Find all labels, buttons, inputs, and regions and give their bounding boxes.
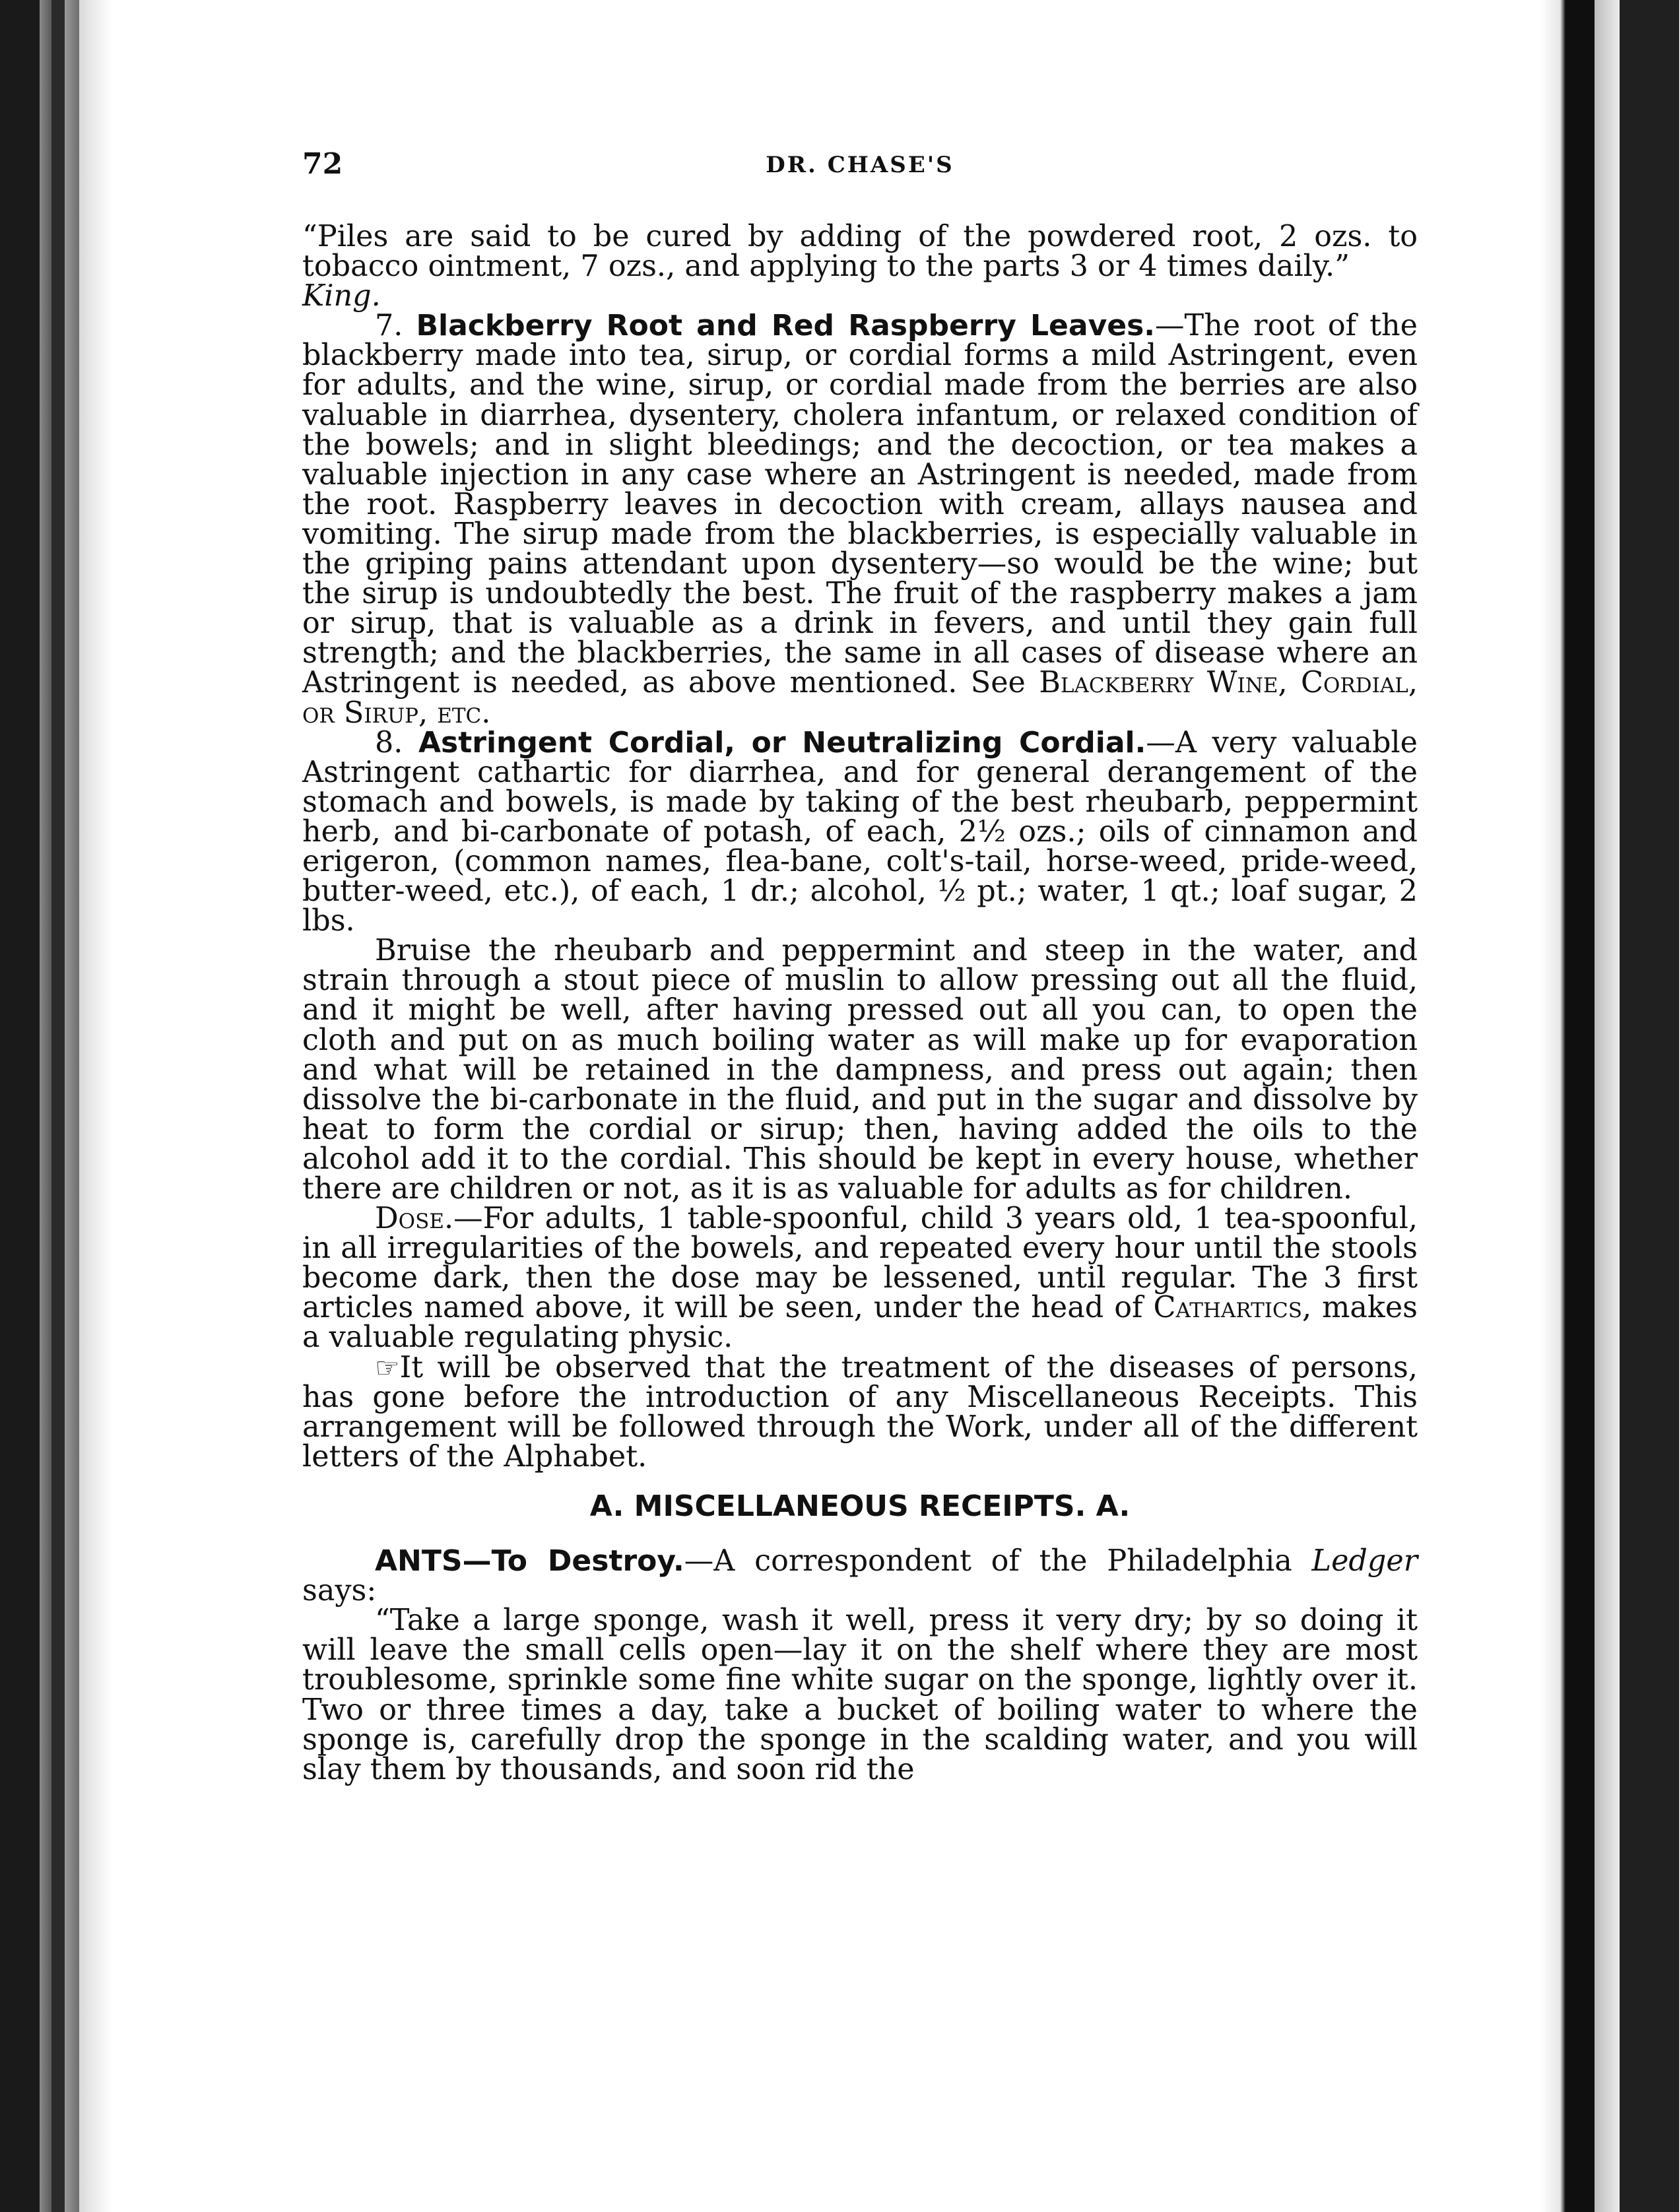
dose-label: Dose. bbox=[375, 1202, 454, 1236]
paragraph-blackberry-root bbox=[302, 309, 1418, 730]
dose-tail: , makes a valuable regulating physic. bbox=[302, 1291, 1418, 1355]
ledger-source: Ledger bbox=[1311, 1544, 1418, 1578]
paragraph-preparation-directions: Bruise the rheubarb and peppermint and steep in the water, and strain through a stout piece of muslin to allow pressing out all the fluid, and it might be well, after having pressed out all you can, to open the cloth and put on as much boiling water as will make up for evaporation and what will be retained in the dampness, and press out again; then dissolve the bi-carbonate in the fluid, and put in the sugar and dissolve by heat to form the cordial or sirup; then, having added the oils to the alcohol add it to the cordial. This should be kept in every house, whether there are children or not, as it is as valuable for adults as for children. bbox=[302, 934, 1418, 1206]
book-page bbox=[302, 149, 1418, 1970]
page-number: 72 bbox=[302, 147, 343, 181]
item-number-8: 8. bbox=[375, 725, 403, 760]
cross-reference-cathartics: Cathartics bbox=[1153, 1291, 1302, 1325]
running-title: DR. CHASE'S bbox=[766, 152, 954, 178]
cross-reference-blackberry-wine: Blackberry Wine, Cordial, or Sirup, etc. bbox=[302, 666, 1418, 730]
ants-intro-tail: says: bbox=[302, 1574, 377, 1608]
section-title: A. MISCELLANEOUS RECEIPTS. A. bbox=[589, 1489, 1131, 1523]
quote-author: King. bbox=[302, 279, 381, 313]
blackberry-root-text: —The root of the blackberry made into tea, sirup, or cordial forms a mild Astringent, even for adults, and the wine, sirup, or cordial made from the berries are also valuable in diarrhea, dysentery, cholera infantum, or relaxed condition of the bowels; and in slight bleedings; and the decoction, or tea makes a valuable injection in any case where an Astringent is needed, made from the root. Raspberry leaves in decoction with cream, allays nausea and vomiting. The sirup made from the blackberries, is especially valuable in the griping pains attendant upon dysentery—so would be the wine; but the sirup is undoubtedly the best. The fruit of the raspberry makes a jam or sirup, that is valuable as a drink in fevers, and until they gain full strength; and the blackberries, the same in all cases of disease where an Astringent is needed, as above mentioned. See bbox=[302, 309, 1418, 700]
item-number-7: 7. bbox=[375, 309, 403, 343]
heading-ants-destroy: ANTS—To Destroy. bbox=[375, 1544, 684, 1578]
piles-quote-text: “Piles are said to be cured by adding of the powdered root, 2 ozs. to tobacco ointment, 7 ozs., and applying to the parts 3 or 4 times daily.” bbox=[302, 220, 1418, 284]
book-binding-right-edge bbox=[1540, 0, 1679, 2212]
paragraph-ants-destroy bbox=[302, 1546, 1418, 1606]
heading-astringent-cordial: Astringent Cordial, or Neutralizing Cordial. bbox=[418, 725, 1146, 760]
paragraph-sponge-method: “Take a large sponge, wash it well, press it very dry; by so doing it will leave the small cells open—lay it on the shelf where they are most troublesome, sprinkle some fine white sugar on the sponge, lightly over it. Two or three times a day, take a bucket of boiling water to where the sponge is, carefully drop the sponge in the scalding water, and you will slay them by thousands, and soon rid the bbox=[302, 1604, 1418, 1786]
arrangement-note-text: It will be observed that the treatment of the diseases of persons, has gone before the introduction of any Miscellaneous Receipts. This arrangement will be followed through the Work, under all of the different letters of the Alphabet. bbox=[302, 1350, 1418, 1474]
paragraph-astringent-cordial bbox=[302, 725, 1418, 938]
running-head bbox=[302, 149, 1418, 189]
ants-intro-text: —A correspondent of the Philadelphia bbox=[684, 1544, 1312, 1578]
dose-text: —For adults, 1 table-spoonful, child 3 years old, 1 tea-spoonful, in all irregularities of the bowels, and repeated every hour until the stools become dark, then the dose may be lessened, until regular. The 3 first articles named above, it will be seen, under the head of bbox=[302, 1202, 1418, 1325]
paragraph-arrangement-note bbox=[302, 1350, 1418, 1474]
heading-blackberry-root: Blackberry Root and Red Raspberry Leaves. bbox=[416, 309, 1156, 343]
astringent-cordial-text: —A very valuable Astringent cathartic for diarrhea, and for general derangement of the stomach and bowels, is made by taking of the best rheubarb, peppermint herb, and bi-carbonate of potash, of each, 2½ ozs.; oils of cinnamon and erigeron, (common names, flea-bane, colt's-tail, horse-weed, pride-weed, butter-weed, etc.), of each, 1 dr.; alcohol, ½ pt.; water, 1 qt.; loaf sugar, 2 lbs. bbox=[302, 725, 1418, 938]
book-spine-left-edge bbox=[0, 0, 112, 2212]
paragraph-dose bbox=[302, 1202, 1418, 1355]
pointing-hand-icon: ☞ bbox=[375, 1351, 400, 1384]
paragraph-piles-quote bbox=[302, 222, 1418, 311]
